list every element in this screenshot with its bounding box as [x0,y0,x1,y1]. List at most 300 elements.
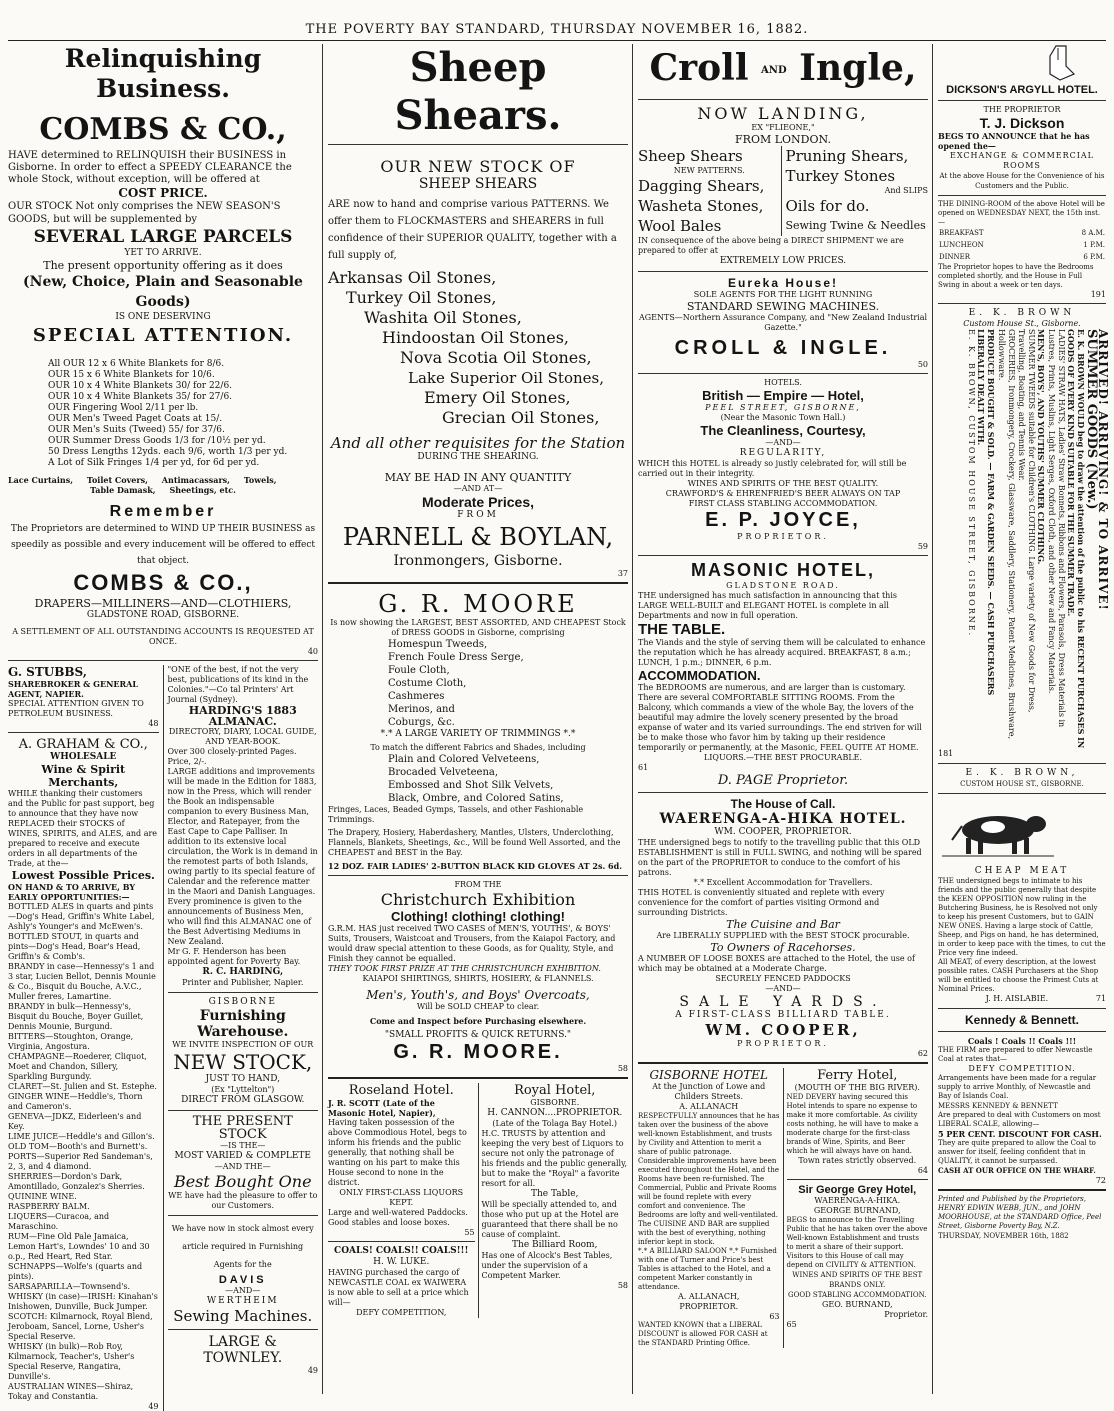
coals-title: COALS! COALS!! COALS!!! [334,1246,469,1256]
list-item: Merinos, and [388,704,455,715]
yet-to-arrive: YET TO ARRIVE. [124,248,202,258]
gh-name: A. ALLANACH [679,1102,739,1111]
list-item: SUMMER TWEEDS suitable for Children's CLOTHING. Large variety of New Goods for Dress, Travelling, Boating, and Tennis Wear. [1017,329,1036,713]
masonic: MASONIC HOTEL, [691,560,875,580]
moore-intro: Is now showing the LARGEST, BEST ASSORTED, AND CHEAPEST Stock of DRESS GOODS in Gisborne, comprising [330,618,626,637]
list-item: Arkansas Oil Stones, [328,268,497,287]
wines: WINES AND SPIRITS OF THE BEST QUALITY. [687,479,879,488]
advert-number: 37 [617,569,628,578]
list-item: BOTTLED STOUT, in quarts and pints—Dog's Head, Boar's Head, Griffin's & Comb's. [8,932,141,961]
left-subcolumn [8,665,164,1411]
list-item: BRANDY in bulk—Hennessy's, Bisquit du Bouche, Boyer Guillet, Dennis Mounie, Burgund. [8,1002,144,1031]
standard: STANDARD SEWING MACHINES. [686,300,880,313]
grm-moore: G. R. MOORE. [393,1041,563,1063]
divider [168,1215,319,1216]
advert-number: 49 [307,1366,318,1375]
divider [328,875,628,876]
grm-small: "SMALL PROFITS & QUICK RETURNS." [384,1030,572,1040]
remember-heading: Remember [109,503,217,520]
list-item: Cashmeres [388,691,445,702]
from-the: FROM THE [454,880,502,889]
sgg-body: BEGS to announce to the Travelling Public that he has taken over the above Well-known Establishment and trusts to merit a share of their support. Visitors to this House of call may depend on CIVILITY & ATTENTION. [786,1216,928,1269]
low-prices: EXTREMELY LOW PRICES. [719,256,847,266]
harding-sub: DIRECTORY, DIARY, LOCAL GUIDE, AND YEAR-BOOK. [168,727,317,746]
list-item: SCHNAPPS—Wolfe's (quarts and pints). [8,1262,143,1281]
divider [638,99,928,100]
list-item: WHISKY (in case)—IRISH: Kinahan's Inishowen, Dunville, Buck Jumper. SCOTCH: Kilmarnock, Royal Blend, Jeroboam, Sancel, Lorne, Usher's Special Reserve. [8,1292,158,1341]
ferry-title: Ferry Hotel, [817,1068,898,1083]
several-parcels: SEVERAL LARGE PARCELS [33,227,293,247]
advert-number: 181 [938,749,954,758]
coals-body: HAVING purchased the cargo of NEWCASTLE COAL ex WAIWERA is now able to sell at a price which will— [328,1268,469,1307]
sgg-name: GEORGE BURNAND, [813,1206,901,1215]
meat-body: THE undersigned begs to intimate to his friends and the public generally that despite the KEEN OPPOSITION now ruling in the Butchering Business, he is Resolved not only to keep his present Customers, but to GAIN NEW ONES. Having a large stock of Cattle, Sheep, and Pigs on hand, he has determined, in order to keep pace with the times, to cut the Price very fine indeed. [938,877,1106,957]
list-item: QUININE WINE. [8,1192,77,1201]
requisites: And all other requisites for the Station [330,434,626,452]
brown-2-addr: CUSTOM HOUSE ST., GISBORNE. [960,780,1084,788]
list-item: AUSTRALIAN WINES—Shiraz, Tokay and Constantia. [8,1382,134,1401]
combs-advert [8,44,318,656]
list-item: Coburgs, &c. [388,717,455,728]
may-be-had: MAY BE HAD IN ANY QUANTITY [384,471,572,484]
list-item: RUM—Fine Old Pale Jamaica, Lemon Hart's, Lowndes' 10 and 30 o.p., Red Heart, Red Star. [8,1232,150,1261]
list-item: BITTERS—Stoughton, Orange, Virginia, Angostura. [8,1032,134,1051]
graham-name: A. GRAHAM & CO., [18,737,148,752]
wind-up-text: The Proprietors are determined to WIND UP THEIR BUSINESS as speedily as possible and every inducement will be offered to effect that object. [10,524,316,566]
moderate-prices: Moderate Prices, [421,494,535,510]
divider [8,732,159,733]
harding-agent: Mr G. F. Henderson has been appointed agent for Poverty Bay. [167,947,301,966]
accom-body: The BEDROOMS are numerous, and are larger than is customary. There are several COMFORTABLE SITTING ROOMS. From the Balcony, which commands a view of the whole Bay, the lovers of the beautiful may admire the lovely scenery presented by the broad expanse of water and its varied surroundings. The end striven for will be to make those who favor him by taking up their residence temporarily or permanently, at the Masonic, FEEL QUITE AT HOME. [638,683,922,752]
column-2 [324,44,632,1394]
divider [938,1031,1106,1032]
harding-body-2: Every prominence is given to the announcements of Business Men, who will find this ALMANAC one of the Best Advertising Mediums in New Zealand. [167,897,312,946]
meat-price: All MEAT, of every description, at the lowest possible rates. CASH Purchasers at the Shop will be entitled to choose the Primest Cuts at Nominal Prices. [938,958,1099,993]
roseland-liquors: ONLY FIRST-CLASS LIQUORS KEPT. [339,1188,464,1207]
joyce: E. P. JOYCE, [705,509,861,531]
and-2: —AND— [765,984,801,993]
divider [328,582,628,584]
list-item: OUR Fingering Wool 2/11 per lb. [48,403,199,413]
peel: PEEL STREET, GISBORNE, [705,403,861,412]
rotated-text-block [966,329,1108,749]
meal-time: 1 P.M. [1083,241,1105,249]
advert-number: 59 [917,542,928,551]
parnell-boylan: PARNELL & BOYLAN, [342,523,614,551]
new-patterns: NEW PATTERNS. [673,166,745,175]
dining: THE DINING-ROOM of the above Hotel will be opened on WEDNESDAY NEXT, the 15th inst.— [938,200,1105,226]
list-item: GINGER WINE—Heddle's, Thorn and Cameron's. [8,1092,143,1111]
left-subcolumn [638,1068,784,1348]
firm-name-2: COMBS & CO., [73,570,253,595]
masthead: THE POVERTY BAY STANDARD, THURSDAY NOVEMBER 16, 1882. [305,22,809,37]
near: (Near the Masonic Town Hall.) [720,413,846,422]
coals-name: H. W. LUKE. [373,1257,430,1267]
table-row [938,227,1106,239]
kb-deal: Are prepared to deal with Customers on most LIBERAL SCALE, allowing— [938,1111,1101,1128]
waer-body: THE undersigned begs to notify to the travelling public that this OLD ESTABLISHMENT is still in FULL SWING, and nothing will be spared on the part of the PROPRIETOR to conduce to the comfort of his patrons. [638,838,922,877]
divider [938,1008,1106,1009]
divider [8,660,318,661]
secure: SECURELY FENCED PADDOCKS [715,974,851,983]
defy: DEFY COMPETITION. [968,1064,1076,1073]
coals-defy: DEFY COMPETITION, [356,1308,447,1317]
kb-office: CASH AT OUR OFFICE ON THE WHARF. [938,1166,1096,1175]
cooper-1: WM. COOPER, PROPRIETOR. [714,827,852,837]
which: WHICH this HOTEL is already so justly celebrated for, will still be carried out in their integrity. [638,459,907,478]
pointing-hand-icon [938,44,1108,84]
advert-number: 49 [148,1402,159,1411]
divider [638,1062,928,1064]
stones-list [328,268,628,428]
list-item: Wool Bales [638,217,722,235]
divider [938,1189,1106,1191]
column-divider [632,44,633,1394]
harding-pages: Over 300 closely-printed Pages. Price, 2/-. [167,747,297,766]
liquors: LIQUORS.—THE BEST PROCURABLE. [703,753,863,762]
fw-new-stock: NEW STOCK, [173,1050,313,1074]
fw-improvement: We have now in stock almost every article required in Furnishing Agents for the [171,1224,314,1269]
list-item: E. K. BROWN, CUSTOM HOUSE STREET, GISBORNE. [967,329,976,638]
new-choice: (New, Choice, Plain and Seasonable Goods) [23,274,303,310]
sgg-wines: WINES AND SPIRITS OF THE BEST BRANDS ONLY. [792,1271,923,1289]
list-item: OUR Men's Tweed Paget Coats at 15/. [48,414,223,424]
top-rule [8,40,1106,41]
table-row [938,251,1106,263]
column-3 [634,44,932,1394]
ironmongers: Ironmongers, Gisborne. [393,553,563,569]
brown-addr: Custom House St., Gisborne. [963,319,1081,328]
harding-role: Printer and Publisher, Napier. [182,978,304,987]
list-item: WHISKY (in bulk)—Rob Roy, Kilmarnock, Teacher's, Usher's Special Reserve, Rangatira, Dunville's. [8,1342,135,1381]
waerenga: WAERENGA-A-HIKA HOTEL. [659,811,907,827]
gh-junction: At the Junction of Lowe and Childers Streets. [652,1082,766,1101]
moore-list-2 [328,753,628,805]
advert-number: 65 [786,1320,797,1329]
arrived-heading: ARRIVED! ARRIVING! & TO ARRIVE! [1096,329,1110,611]
advert-number: 48 [148,719,159,728]
stabling: FIRST CLASS STABLING ACCOMMODATION. [688,499,878,508]
fw-sewing: Sewing Machines. [173,1307,313,1325]
divider [938,303,1106,304]
sale-yards: SALE YARDS. [679,994,887,1010]
graham-hand: ON HAND & TO ARRIVE, BY EARLY OPPORTUNITIES:— [8,882,136,902]
intro-text: HAVE determined to RELINQUISH their BUSINESS in Gisborne. In order to effect a SPEEDY CLEARANCE the whole Stock, without exception, will be offered at [8,150,292,185]
list-item: Lake Superior Oil Stones, [408,369,604,387]
ferry-sub: (MOUTH OF THE BIG RIVER). [794,1083,920,1092]
fw-direct: DIRECT FROM GLASGOW. [181,1095,305,1105]
graham-trade: Wine & Spirit Merchants, [41,763,126,789]
harding-name: R. C. HARDING, [202,967,284,977]
harding-quote: "ONE of the best, if not the very best, publications of its kind in the Colonies."—Co tal Printers' Art Journal (Sydney). [167,665,309,704]
hotels-heading: HOTELS. [764,378,802,387]
list-item: Dagging Shears, [638,177,765,195]
consequence: IN consequence of the above being a DIRECT SHIPMENT we are prepared to offer at [638,236,904,255]
fw-title: Furnishing Warehouse. [197,1008,289,1040]
list-item: SARSAPARILLA—Townsend's. [8,1282,131,1291]
fw-ex: (Ex "Lyttelton") [211,1085,275,1094]
right-subcolumn [479,1083,629,1318]
left-subcolumn [638,146,782,236]
divider [787,1179,929,1180]
dickson-body: BEGS TO ANNOUNCE that he has opened the— [938,131,1090,151]
and-1: —AND— [765,438,801,447]
brown-rotated-advert [938,329,1110,749]
advert-number: 55 [464,1228,475,1237]
list-item: Turkey Stones [785,167,896,185]
sole-agents: SOLE AGENTS FOR THE LIGHT RUNNING [693,290,873,299]
imprint-date: THURSDAY, NOVEMBER 16th, 1882 [938,1232,1069,1240]
title-ingle: Ingle, [799,47,917,89]
gladstone: GLADSTONE ROAD. [726,581,840,590]
above: At the above House for the Convenience of his Customers and the Public. [939,172,1105,190]
cost-price: COST PRICE. [118,186,208,200]
divider [938,793,1106,794]
address: GLADSTONE ROAD, GISBORNE. [86,610,240,620]
divider [168,1329,319,1330]
advert-number: 58 [617,1281,628,1290]
excellent: *.* Excellent Accommodation for Travellers. [693,878,873,887]
eureka: Eureka House! [727,276,839,290]
column-divider [932,44,933,1394]
our-stock-text: OUR STOCK Not only comprises the NEW SEASON'S GOODS, but will be supplemented by [8,201,281,225]
list-item: OUR Men's Suits (Tweed) 55/ for 37/6. [48,425,225,435]
list-item: GROCERIES, Ironmongery, Crockery, Glassware, Saddlery, Stationery, Patent Medicines, Brushware, Hollowware. [997,329,1016,740]
sgg-place: WAERENGA-A-HIKA. [814,1196,901,1205]
kb-arr: Arrangements have been made for a regular supply to arrive Monthly, of Newcastle and Bay of Islands Coal. [938,1074,1097,1100]
bullock-illustration [938,800,1058,860]
cuisine: The Cuisine and Bar [726,918,840,931]
divider [638,555,928,556]
royal-title: Royal Hotel, [514,1083,596,1098]
royal-table-body: Will be specially attended to, and those who put up at the Hotel are guaranteed that there shall be no cause of complaint. [481,1200,619,1239]
sgg-stabling: GOOD STABLING ACCOMMODATION. [788,1291,927,1299]
misc-goods: Table Damask, Sheetings, etc. [90,485,236,495]
column-divider [322,44,323,1394]
page-proprietor: D. PAGE Proprietor. [717,773,849,788]
cleanliness: The Cleanliness, Courtesy, [700,423,866,438]
meal-time: 8 A.M. [1081,229,1105,237]
dickson-title: DICKSON'S ARGYLL HOTEL. [946,84,1098,96]
shears-body: ARE now to hand and comprise various PATTERNS. We offer them to FLOCKMASTERS and SHEARERS in full confidence of their SUPERIOR QUALITY, together with a full supply of, [328,199,617,261]
fw-invite: WE INVITE INSPECTION OF OUR [172,1040,314,1049]
list-item: Black, Ombre, and Colored Satins, [388,793,564,804]
royal-billiard-body: Has one of Alcock's Best Tables, under the supervision of a Competent Marker. [481,1251,613,1280]
croll-ingle: CROLL & INGLE. [674,337,892,359]
house-of-call: The House of Call. [730,797,836,811]
advert-number: 72 [1095,1176,1106,1185]
loose: A NUMBER OF LOOSE BOXES are attached to the Hotel, the use of which may be obtained at a Moderate Charge. [638,954,915,973]
list-item: BOTTLED ALES in quarts and pints—Dog's Head, Griffin's White Label, Ashly's Younger's and McEwen's. [8,902,155,931]
roseland-scott: J. R. SCOTT (Late of the Masonic Hotel, Napier), [328,1098,436,1118]
and-at: —AND AT— [453,484,503,493]
ferry-town: Town rates strictly observed. [798,1156,917,1165]
and-slips: And SLIPS [884,186,928,195]
meat-proprietor: J. H. AISLABIE. [985,994,1049,1003]
is-one-deserving: IS ONE DESERVING [115,312,211,322]
right-subcolumn [164,665,319,1411]
exhibition: Christchurch Exhibition [380,890,576,909]
conveniently: THIS HOTEL is conveniently situated and replete with every convenience for the comfort of parties visiting Ormond and surrounding Districts. [638,888,885,917]
sgg-prop: Proprietor. [884,1310,928,1319]
hand-pointer-icon [938,44,1106,84]
from: FROM [457,510,499,520]
advert-number: 40 [307,647,318,656]
graham-list [8,902,159,1402]
divider [328,1241,475,1242]
meal: LUNCHEON [939,241,984,249]
proprietor: PROPRIETOR. [737,532,829,541]
gh-name-2: A. ALLANACH, [678,1292,740,1301]
list-item: A Lot of Silk Fringes 1/4 per yd, for 6d per yd. [48,458,260,468]
now-landing: NOW LANDING, [697,104,869,123]
fw-just: JUST TO HAND, [205,1074,280,1084]
divider [938,195,1106,196]
meal: BREAKFAST [939,229,984,237]
list-item: RASPBERRY BALM. [8,1202,90,1211]
kb-messrs: MESSRS KENNEDY & BENNETT [938,1102,1058,1110]
list-item: LIME JUICE—Heddle's and Gillon's. [8,1132,155,1141]
divider [328,144,628,145]
croll-items [638,146,928,236]
brown-2: E. K. BROWN, [965,768,1079,778]
proprietor-2: PROPRIETOR. [737,1039,829,1048]
stubbs-special: SPECIAL ATTENTION GIVEN TO PETROLEUM BUSINESS. [8,699,144,718]
from-london: FROM LONDON. [735,133,831,146]
list-item: OUR 15 x 6 White Blankets for 10/6. [48,370,215,380]
list-item: Nova Scotia Oil Stones, [400,348,592,367]
advert-number: 61 [638,763,649,772]
divider [168,992,319,993]
divider [638,792,928,793]
list-item: Turkey Oil Stones, [346,288,497,307]
gh-billiard: *.* A BILLIARD SALOON *.* Furnished with one of Turner and Price's best Tables is attached to the Hotel, and a competent Marker constantly in attendance. [638,1247,777,1291]
moore-drapery: The Drapery, Hosiery, Haberdashery, Mantles, Ulsters, Underclothing, Flannels, Blankets, Sheetings, &c., Will be found Well Assorted, and the CHEAPEST and BEST in the Bay. [328,828,621,857]
divider [938,763,1106,764]
grm-inspect: Come and Inspect before Purchasing elsewhere. [369,1016,587,1026]
fw-present: THE PRESENT STOCK [192,1114,293,1142]
list-item: MEN'S, BOYS', AND YOUTHS' SUMMER CLOTHING. [1036,329,1046,565]
list-item: Embossed and Shot Silk Velvets, [388,780,554,791]
list-item: GENEVA—JDKZ, Eiderleen's and Key. [8,1112,142,1131]
roseland-body: Having taken possession of the above Commodious Hotel, begs to inform his friends and the public generally, that nothing shall be wanting on his part to make this House second to none in the district. [328,1118,467,1187]
grm-clear: Will be SOLD CHEAP to clear. [416,1002,540,1011]
list-item: E. K. BROWN WOULD beg to draw the attention of the public to his RECENT PURCHASES IN GOODS OF EVERY KIND SUITABLE FOR THE SUMMER TRADE. [1066,329,1086,749]
list-item: Emery Oil Stones, [424,388,571,407]
cheap-meat: CHEAP MEAT [974,866,1070,876]
graham-intro: WHILE thanking their customers and the Public for past support, beg to announce that they have now REPLACED their STOCKS of WINES, SPIRITS, and ALES, and are prepared to receive and execute orders in all departments of the Trade, at the— [8,789,158,868]
crawford: CRAWFORD'S & EHRENFRIED'S BEER ALWAYS ON TAP [665,489,901,498]
list-item: Hindoostan Oil Stones, [382,328,569,347]
trades: DRAPERS—MILLINERS—AND—CLOTHIERS, [34,597,292,610]
advert-number: 62 [917,1049,928,1058]
kb-quality: They are quite prepared to allow the Coal to answer for itself, feeling confident that in QUALITY, it cannot be surpassed. [938,1139,1096,1165]
ferry-body: NED DEVERY having secured this Hotel intends to spare no expense to make it more comfortable. As civility costs nothing, he will have to make a moderate charge for the first-class brands of Wine, Spirits, and Beer which he will always have on hand. [786,1093,919,1155]
gh-body: RESPECTFULLY announces that he has taken over the business of the above well-known Establishment, and trusts by Civility and Attention to merit a share of public patronage. Considerable improvements have been executed throughout the Hotel, and the Rooms have been re-furnished. The Commercial, Public and Private Rooms will be found replete with every comfort and convenience. The Bedrooms are lofty and well-ventilated. The CUISINE AND BAR are supplied with the best of everything, nothing inferior kept in stock. [638,1112,780,1246]
list-item: Washeta Stones, [638,197,764,215]
list-item: SHERRIES—Dordon's Dark, Amontillado, Gonzalez's Sherries. [8,1172,145,1191]
royal-billiard: The Billiard Room, [512,1240,598,1250]
sheep-shears-sub: SHEEP SHEARS [418,176,538,192]
meal-times [938,227,1106,263]
wanted: WANTED KNOWN that a LIBERAL DISCOUNT is allowed FOR CASH at the STANDARD Printing Office. [638,1321,768,1347]
title-croll: Croll [649,47,749,89]
list-item: All OUR 12 x 6 White Blankets for 8/6. [48,359,225,369]
moore-gloves: 12 DOZ. FAIR LADIES' 2-BUTTON BLACK KID GLOVES AT 2s. 6d. [328,861,622,871]
stubbs-name: G. STUBBS, [8,665,87,679]
list-item: Oils for do. [785,197,870,215]
graham-sub: WHOLESALE [50,752,117,762]
graham-lowest: Lowest Possible Prices. [11,869,155,882]
stubbs-trade: SHAREBROKER & GENERAL AGENT, NAPIER. [8,679,138,699]
meal: DINNER [939,253,971,261]
list-item: Washita Oil Stones, [364,308,522,327]
royal-table: The Table, [531,1189,579,1199]
meat-name [938,994,1106,1004]
fw-large: LARGE & TOWNLEY. [203,1334,283,1366]
british-empire: British — Empire — Hotel, [702,388,864,403]
masonic-body: THE undersigned has much satisfaction in announcing that this LARGE WELL-BUILT and ELEGANT HOTEL is complete in all Departments and now in full operation. [638,591,897,620]
fw-most: MOST VARIED & COMPLETE [174,1151,312,1161]
table-body: The Viands and the style of serving them will be calculated to enhance the reputation which he has already acquired. BREAKFAST, 8 a.m.; LUNCH, 1 p.m.; DINNER, 6 p.m. [638,638,926,667]
fw-best: Best Bought One [173,1172,312,1191]
roseland-paddocks: Large and well-watered Paddocks. Good stables and loose boxes. [328,1208,468,1227]
billiard: A FIRST-CLASS BILLIARD TABLE. [675,1010,891,1020]
divider [938,100,1106,101]
roseland-title: Roseland Hotel. [348,1083,454,1098]
list-item: Sewing Twine & Needles [785,219,926,232]
harding-title: HARDING'S 1883 ALMANAC. [188,704,297,728]
during: DURING THE SHEARING. [417,452,539,462]
meal-time: 6 P.M. [1083,253,1105,261]
dickson-name: T. J. Dickson [979,115,1065,131]
royal-late: (Late of the Tolaga Bay Hotel.) [492,1119,618,1128]
moore-match: To match the different Fabrics and Shades, including [370,743,586,752]
list-item: Brocaded Velveteena, [388,767,499,778]
list-item: French Foule Dress Serge, [388,652,524,663]
right-subcolumn [782,146,929,236]
sgg-name-2: GEO. BURNAND, [822,1300,893,1309]
divider [328,1077,628,1079]
ex: EX "FLIEONE," [751,123,815,132]
list-item: Homespun Tweeds, [388,639,488,650]
divider [638,373,928,374]
gh-prop: PROPRIETOR. [679,1302,739,1311]
our-new-stock: OUR NEW STOCK OF [380,157,576,176]
kb-discount: 5 PER CENT. DISCOUNT FOR CASH. [938,1129,1102,1139]
list-item: PRODUCE BOUGHT & SOLD. — FARM & GARDEN SEEDS. — CASH PURCHASERS LIBERALLY DEALT WITH. [976,329,996,696]
list-item: Plain and Colored Velveteens, [388,754,540,765]
exchange: EXCHANGE & COMMERCIAL ROOMS [949,151,1094,170]
divider [168,1110,319,1111]
fw-pleasure: WE have had the pleasure to offer to our Customers. [168,1191,318,1210]
special-attention: SPECIAL ATTENTION. [32,325,294,346]
grm-body: G.R.M. HAS just received TWO CASES of MEN'S, YOUTHS', & BOYS' Suits, Trousers, Waistcoat and Trousers, from the Kaiapoi Factory, and would draw special attention to these Goods, as for Quality, Style, and Finish they cannot be equalled. [328,924,616,963]
advert-number: 50 [917,360,928,369]
list-item: BRANDY in case—Hennessy's 1 and 3 star, Lucien Bellot, Dennis Mounie & Co., Bisquit du Bouche, A.V.C., Muller freres, Lamartine. [8,962,156,1001]
harding-body: LARGE additions and improvements will be made in the Edition for 1883, now in the Press, which will render the Book an indispensable companion to every Business Man, Elector, and Ratepayer, from the East Cape to Cape Palliser. In addition to its extensive local circulation, the Work is in demand in the remotest parts of both Islands, owing partly to its special feature of Calendar and the reference matter in the Maori and Danish Languages. [167,767,318,896]
list-item: Grecian Oil Stones, [442,408,600,427]
title-and: AND [761,65,787,76]
grm-overcoats: Men's, Youth's, and Boys' Overcoats, [366,988,590,1002]
list-item: Costume Cloth, [388,678,467,689]
moore-trimmings: *.* A LARGE VARIETY OF TRIMMINGS *.* [380,729,576,739]
list-item: Foule Cloth, [388,665,450,676]
list-item: Pruning Shears, [785,147,909,165]
grm-kaiapoi: KAIAPOI SHIRTINGS, SHIRTS, HOSIERY, & FLANNELS. [362,974,594,983]
left-subcolumn [328,1083,479,1318]
liberally: Are LIBERALLY SUPPLIED with the BEST STOCK procurable. [656,931,910,940]
